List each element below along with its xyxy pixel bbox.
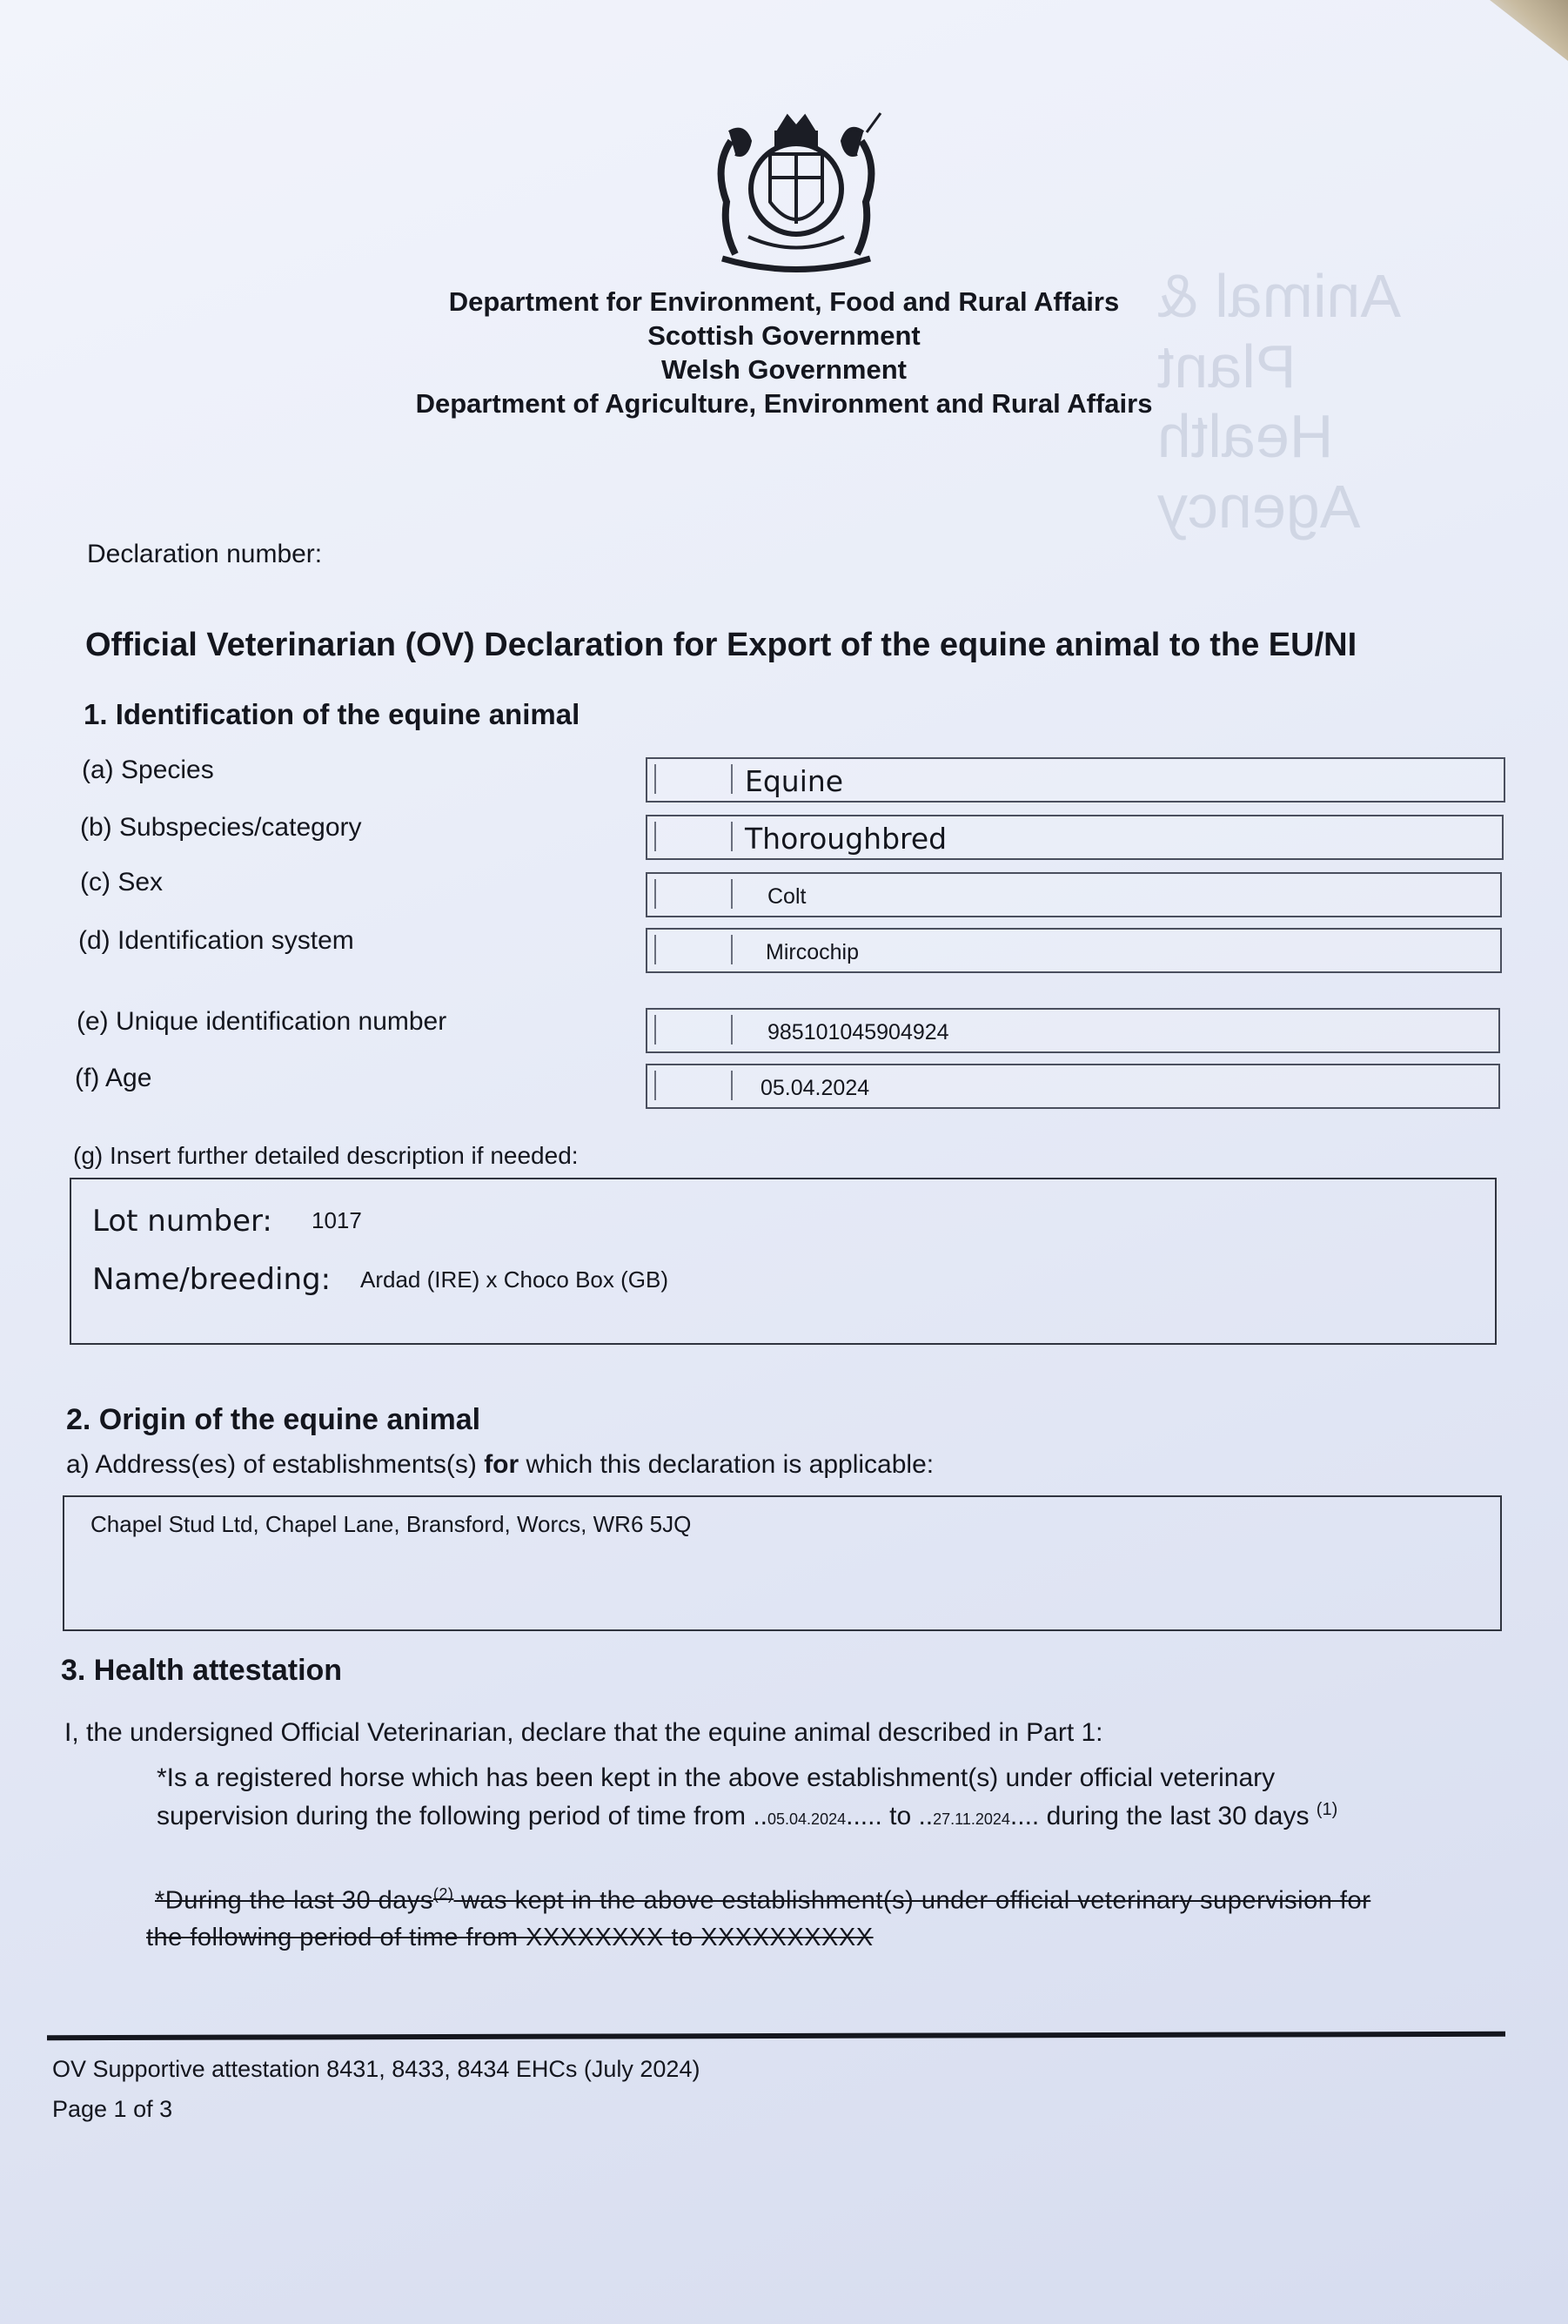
identification-system-value: Mircochip (766, 940, 859, 964)
subspecies-value: Thoroughbred (745, 822, 948, 856)
page-number: Page 1 of 3 (52, 2096, 173, 2122)
sex-value: Colt (767, 884, 807, 909)
dept-defra: Department for Environment, Food and Rural Affairs (448, 286, 1120, 317)
section2-heading: 2. Origin of the equine animal (66, 1403, 481, 1436)
address-box (63, 1495, 1502, 1631)
address-label: a) Address(es) of establishments(s) for which this declaration is applicable: (66, 1450, 935, 1479)
unique-id-value: 985101045904924 (767, 1020, 949, 1044)
declaration-number-label: Declaration number: (87, 540, 323, 568)
sex-label: (c) Sex (80, 868, 164, 897)
page-corner-background (1490, 0, 1568, 61)
lot-number-label: Lot number: (92, 1204, 272, 1239)
sex-field (646, 872, 1502, 917)
royal-coat-of-arms-icon (696, 106, 896, 280)
date-from: 05.04.2024 (767, 1810, 847, 1828)
section1-heading: 1. Identification of the equine animal (84, 698, 580, 730)
attestation-intro: I, the undersigned Official Veterinarian, declare that the equine animal described in Part 1: (64, 1718, 1103, 1747)
show-through-text: Animal & Plant Health Agency (1157, 262, 1402, 541)
footer-rule (47, 2032, 1505, 2040)
section3-heading: 3. Health attestation (61, 1654, 343, 1687)
age-label: (f) Age (75, 1064, 152, 1092)
identification-system-field (646, 928, 1502, 973)
address-value: Chapel Stud Ltd, Chapel Lane, Bransford, Worcs, WR6 5JQ (90, 1511, 692, 1537)
attestation-line2: supervision during the following period of time from ..05.04.2024..... to ..27.11.2024.... during the last 30 days $^{(1)}$ (157, 1800, 1338, 1830)
description-label: (g) Insert further detailed description if needed: (73, 1142, 579, 1169)
unique-id-label: (e) Unique identification number (77, 1007, 447, 1036)
species-label: (a) Species (82, 756, 214, 784)
species-field (646, 757, 1505, 803)
footer-reference: OV Supportive attestation 8431, 8433, 8434 EHCs (July 2024) (52, 2056, 700, 2082)
subspecies-label: (b) Subspecies/category (80, 813, 362, 842)
identification-system-label: (d) Identification system (78, 926, 354, 955)
struck-attestation-line2: the following period of time from XXXXXXXX to XXXXXXXXXX (146, 1924, 874, 1951)
attestation-line1: *Is a registered horse which has been kept in the above establishment(s) under official veterinary (157, 1763, 1276, 1792)
dept-scottish-gov: Scottish Government (647, 320, 921, 351)
age-field (646, 1064, 1500, 1109)
lot-number-value: 1017 (312, 1207, 362, 1233)
species-value: Equine (745, 764, 844, 798)
name-breeding-value: Ardad (IRE) x Choco Box (GB) (360, 1266, 668, 1293)
description-box (70, 1178, 1497, 1345)
dept-welsh-gov: Welsh Government (661, 354, 907, 385)
name-breeding-label: Name/breeding: (92, 1262, 332, 1297)
date-to: 27.11.2024 (933, 1810, 1010, 1828)
struck-attestation-line1: *During the last 30 days$^{(2)}$ was kept in the above establishment(s) under official veterinary supervision for (155, 1885, 1371, 1915)
dept-daera: Department of Agriculture, Environment and Rural Affairs (415, 388, 1153, 419)
subspecies-field (646, 815, 1504, 860)
page-title: Official Veterinarian (OV) Declaration for Export of the equine animal to the EU/NI (85, 627, 1357, 663)
unique-id-field (646, 1008, 1500, 1053)
age-value: 05.04.2024 (761, 1076, 870, 1100)
